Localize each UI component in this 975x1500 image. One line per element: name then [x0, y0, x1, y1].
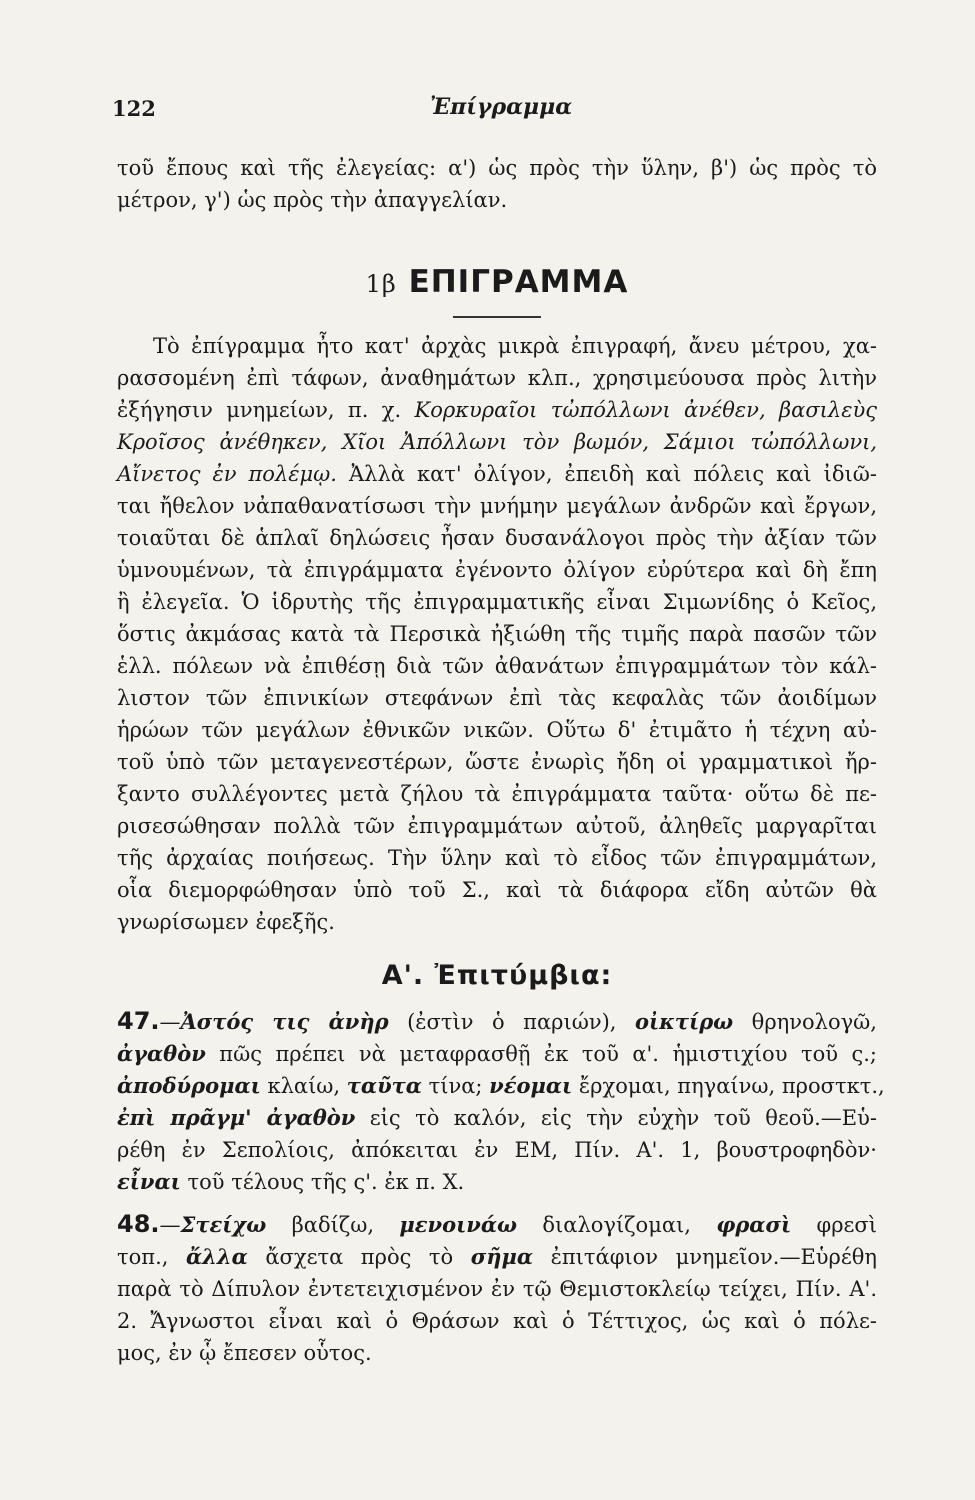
note-text: (ἐστὶν ὁ παριών), — [388, 1010, 635, 1034]
note-text: τίνα; — [421, 1074, 490, 1098]
intro-line: τοῦ ἔπους καὶ τῆς ἐλεγείας: α') ὡς πρὸς τὴν ὕλην, β') ὡς πρὸς τὸ — [117, 156, 877, 180]
page-number: 122 — [112, 96, 156, 121]
body-text: Ἀλλὰ κατ' ὀλίγον, ἐπειδὴ καὶ πόλεις καὶ ἰδιῶ- — [349, 462, 877, 486]
note-term: ἀποδύρομαι — [117, 1073, 261, 1098]
body-line: οἷα διεμορφώθησαν ὑπὸ τοῦ Σ., καὶ τὰ διάφορα εἴδη αὐτῶν θὰ — [117, 878, 877, 902]
body-line: ἢ ἐλεγεῖα. Ὁ ἱδρυτὴς τῆς ἐπιγραμματικῆς εἶναι Σιμωνίδης ὁ Κεῖος, — [117, 590, 877, 614]
note-48-line: 2. Ἄγνωστοι εἶναι καὶ ὁ Θράσων καὶ ὁ Τέττιχος, ὡς καὶ ὁ πόλε- — [117, 1309, 877, 1333]
note-47-line: ρέθη ἐν Σεπολίοις, ἀπόκειται ἐν ΕΜ, Πίν. Α'. 1, βουστροφηδὸν· — [117, 1138, 877, 1162]
note-text: βαδίζω, — [266, 1213, 400, 1237]
intro-line: μέτρον, γ') ὡς πρὸς τὴν ἀπαγγελίαν. — [117, 188, 508, 212]
note-48-line — [117, 1241, 877, 1273]
note-term: Στείχω — [180, 1212, 267, 1237]
note-term: οἰκτίρω — [635, 1009, 734, 1034]
epigram-number: 47. — [117, 1007, 160, 1035]
note-term: ἀγαθὸν — [117, 1041, 206, 1066]
note-term: ταῦτα — [346, 1073, 422, 1098]
note-48-line: μος, ἐν ᾧ ἔπεσεν οὗτος. — [117, 1341, 372, 1365]
note-text: εἰς τὸ καλόν, εἰς τὴν εὐχὴν τοῦ θεοῦ.—Εὑ- — [355, 1106, 877, 1130]
note-48-line — [117, 1208, 877, 1241]
spacer — [117, 1198, 877, 1208]
inscription-example: Κορκυραῖοι τὠπόλλωνι ἀνέθεν, βασιλεὺς — [414, 398, 877, 422]
note-text: τοῦ τέλους τῆς ς'. ἐκ π. Χ. — [180, 1170, 465, 1194]
body-line: ξαντο συλλέγοντες μετὰ ζήλου τὰ ἐπιγράμματα ταῦτα· οὕτω δὲ πε- — [117, 782, 877, 806]
note-term: σῆμα — [470, 1244, 534, 1269]
note-48-line: παρὰ τὸ Δίπυλον ἐντετειχισμένον ἐν τῷ Θεμιστοκλείῳ τείχει, Πίν. Α'. — [117, 1277, 877, 1301]
subsection-heading: Α'. Ἐπιτύμβια: — [381, 960, 613, 991]
body-line: ὑμνουμένων, τὰ ἐπιγράμματα ἐγένοντο ὀλίγον εὐρύτερα καὶ δὴ ἔπη — [117, 558, 877, 582]
body-text: ἐξήγησιν μνημείων, π. χ. — [117, 398, 415, 422]
section-heading — [117, 264, 877, 300]
section-number: 1β — [365, 270, 397, 298]
body-line: ἑλλ. πόλεων νὰ ἐπιθέσῃ διὰ τῶν ἀθανάτων ἐπιγραμμάτων τὸν κάλ- — [117, 654, 877, 678]
note-text: θρηνολογῶ, — [733, 1010, 877, 1034]
note-text: ἐπιτάφιον μνημεῖον.—Εὑρέθη — [533, 1245, 878, 1269]
inscription-example: Αἴνετος ἐν πολέμῳ. — [117, 462, 349, 486]
text-block — [117, 152, 885, 1369]
note-text: φρεσὶ — [791, 1213, 877, 1237]
running-title: Ἐπίγραμμα — [430, 94, 573, 120]
heading-rule — [453, 316, 541, 318]
body-line: ἡρώων τῶν μεγάλων ἐθνικῶν νικῶν. Οὕτω δ' ἐτιμᾶτο ἡ τέχνη αὐ- — [117, 718, 877, 742]
note-47-line — [117, 1005, 877, 1038]
note-47-line — [117, 1102, 877, 1134]
body-line: λιστον τῶν ἐπινικίων στεφάνων ἐπὶ τὰς κεφαλὰς τῶν ἀοιδίμων — [117, 686, 877, 710]
note-term: φρασὶ — [716, 1212, 792, 1237]
note-term: ἐπὶ πρᾶγμ' ἀγαθὸν — [117, 1105, 356, 1130]
note-text: πῶς πρέπει νὰ μεταφρασθῇ ἐκ τοῦ α'. ἡμιστιχίου τοῦ ς.; — [205, 1042, 877, 1066]
note-text: — — [159, 1213, 181, 1237]
body-line — [117, 394, 877, 426]
body-line: Τὸ ἐπίγραμμα ἦτο κατ' ἀρχὰς μικρὰ ἐπιγραφή, ἄνευ μέτρου, χα- — [153, 334, 877, 358]
note-term: εἶναι — [117, 1169, 181, 1194]
body-line: γνωρίσωμεν ἐφεξῆς. — [117, 910, 335, 934]
note-text: ἔρχομαι, πηγαίνω, προστκτ., — [572, 1074, 885, 1098]
body-line: ρισεσώθησαν πολλὰ τῶν ἐπιγραμμάτων αὐτοῦ, ἀληθεῖς μαργαρῖται — [117, 814, 877, 838]
inscription-example: Κροῖσος ἀνέθηκεν, Χῖοι Ἀπόλλωνι τὸν βωμόν, Σάμιοι τὠπόλλωνι, — [117, 430, 877, 454]
page-header — [112, 96, 872, 126]
note-47-line — [117, 1070, 885, 1102]
note-47-line — [117, 1166, 877, 1198]
note-text: ἄσχετα πρὸς τὸ — [247, 1245, 471, 1269]
note-term: νέομαι — [489, 1073, 573, 1098]
section-title: ΕΠΙΓΡΑΜΜΑ — [408, 264, 629, 300]
note-text: — — [159, 1010, 181, 1034]
body-line: ται ἤθελον νἀπαθανατίσωσι τὴν μνήμην μεγάλων ἀνδρῶν καὶ ἔργων, — [117, 494, 877, 518]
note-text: κλαίω, — [260, 1074, 347, 1098]
note-term: Ἀστός τις ἀνὴρ — [180, 1009, 389, 1034]
body-line — [117, 458, 877, 490]
body-line: τῆς ἀρχαίας ποιήσεως. Τὴν ὕλην καὶ τὸ εἶδος τῶν ἐπιγραμμάτων, — [117, 846, 877, 870]
note-term: ἄλλα — [185, 1244, 248, 1269]
epigram-number: 48. — [117, 1210, 160, 1238]
note-text: τοπ., — [117, 1245, 186, 1269]
body-line: τοιαῦται δὲ ἁπλαῖ δηλώσεις ἦσαν δυσανάλογοι πρὸς τὴν ἀξίαν τῶν — [117, 526, 877, 550]
body-line: ρασσομένη ἐπὶ τάφων, ἀναθημάτων κλπ., χρησιμεύουσα πρὸς λιτὴν — [117, 366, 877, 390]
note-term: μενοινάω — [399, 1212, 517, 1237]
note-text: διαλογίζομαι, — [517, 1213, 717, 1237]
note-47-line — [117, 1038, 877, 1070]
body-line: τοῦ ὑπὸ τῶν μεταγενεστέρων, ὥστε ἐνωρὶς ἤδη οἱ γραμματικοὶ ἤρ- — [117, 750, 877, 774]
body-line: ὅστις ἀκμάσας κατὰ τὰ Περσικὰ ἠξιώθη τῆς τιμῆς παρὰ πασῶν τῶν — [117, 622, 877, 646]
